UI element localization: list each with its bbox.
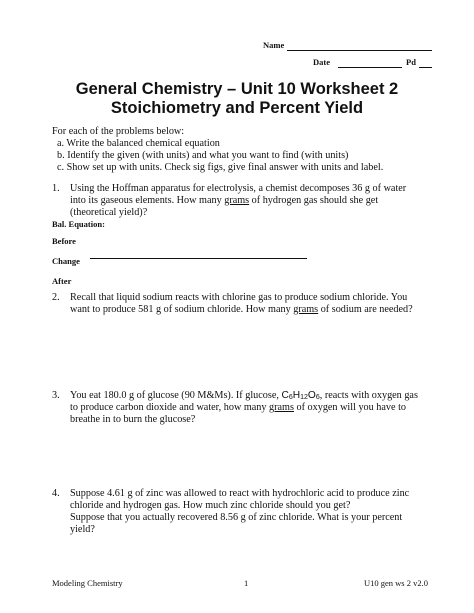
date-field[interactable]	[338, 67, 402, 68]
glucose-formula: $C_6H_{12}O_6$	[281, 390, 320, 401]
problem-4-line-2: chloride and hydrogen gas. How much zinc chloride should you get?	[70, 500, 351, 511]
problem-3-line-1: You eat 180.0 g of glucose (90 M&Ms). If glucose, $C_6H_{12}O_6$, reacts with oxygen gas	[70, 390, 418, 401]
worksheet-subtitle: Stoichiometry and Percent Yield	[110, 99, 364, 117]
problem-3-line-3: breathe in to burn the glucose?	[70, 414, 196, 425]
name-label: Name	[263, 40, 285, 50]
footer-version: U10 gen ws 2 v2.0	[364, 578, 428, 588]
problem-3-number: 3.	[52, 390, 60, 401]
name-field[interactable]	[287, 50, 432, 51]
problem-1-line-3: (theoretical yield)?	[70, 207, 148, 218]
period-label: Pd	[406, 57, 416, 67]
instruction-b: b. Identify the given (with units) and what you want to find (with units)	[57, 150, 349, 161]
instruction-c: c. Show set up with units. Check sig figs, give final answer with units and label.	[57, 162, 384, 173]
problem-4-line-3: Suppose that you actually recovered 8.56 g of zinc chloride. What is your percent	[70, 512, 403, 523]
footer-course: Modeling Chemistry	[52, 578, 123, 588]
problem-4-line-1: Suppose 4.61 g of zinc was allowed to react with hydrochloric acid to produce zinc	[70, 488, 410, 499]
worksheet-title: General Chemistry – Unit 10 Worksheet 2	[75, 80, 399, 98]
problem-2-number: 2.	[52, 292, 60, 303]
problem-2-line-2: want to produce 581 g of sodium chloride. How many grams of sodium are needed?	[70, 304, 413, 315]
after-label: After	[52, 276, 72, 286]
problem-4-number: 4.	[52, 488, 60, 499]
instruction-a: a. Write the balanced chemical equation	[57, 138, 220, 149]
problem-2-line-1: Recall that liquid sodium reacts with chlorine gas to produce sodium chloride. You	[70, 292, 408, 303]
problem-1-line-1: Using the Hoffman apparatus for electrolysis, a chemist decomposes 36 g of water	[70, 183, 407, 194]
problem-1-line-2: into its gaseous elements. How many grams of hydrogen gas should she get	[70, 195, 379, 206]
before-label: Before	[52, 236, 76, 246]
change-divider-line	[90, 258, 307, 259]
date-label: Date	[313, 57, 330, 67]
problem-1-number: 1.	[52, 183, 60, 194]
period-field[interactable]	[419, 67, 432, 68]
instructions-intro: For each of the problems below:	[52, 126, 185, 137]
footer-page-number: 1	[244, 578, 249, 588]
bal-equation-label: Bal. Equation:	[52, 219, 105, 229]
problem-4-line-4: yield?	[70, 524, 95, 535]
problem-3-line-2: to produce carbon dioxide and water, how many grams of oxygen will you have to	[70, 402, 406, 413]
change-label: Change	[52, 256, 80, 266]
